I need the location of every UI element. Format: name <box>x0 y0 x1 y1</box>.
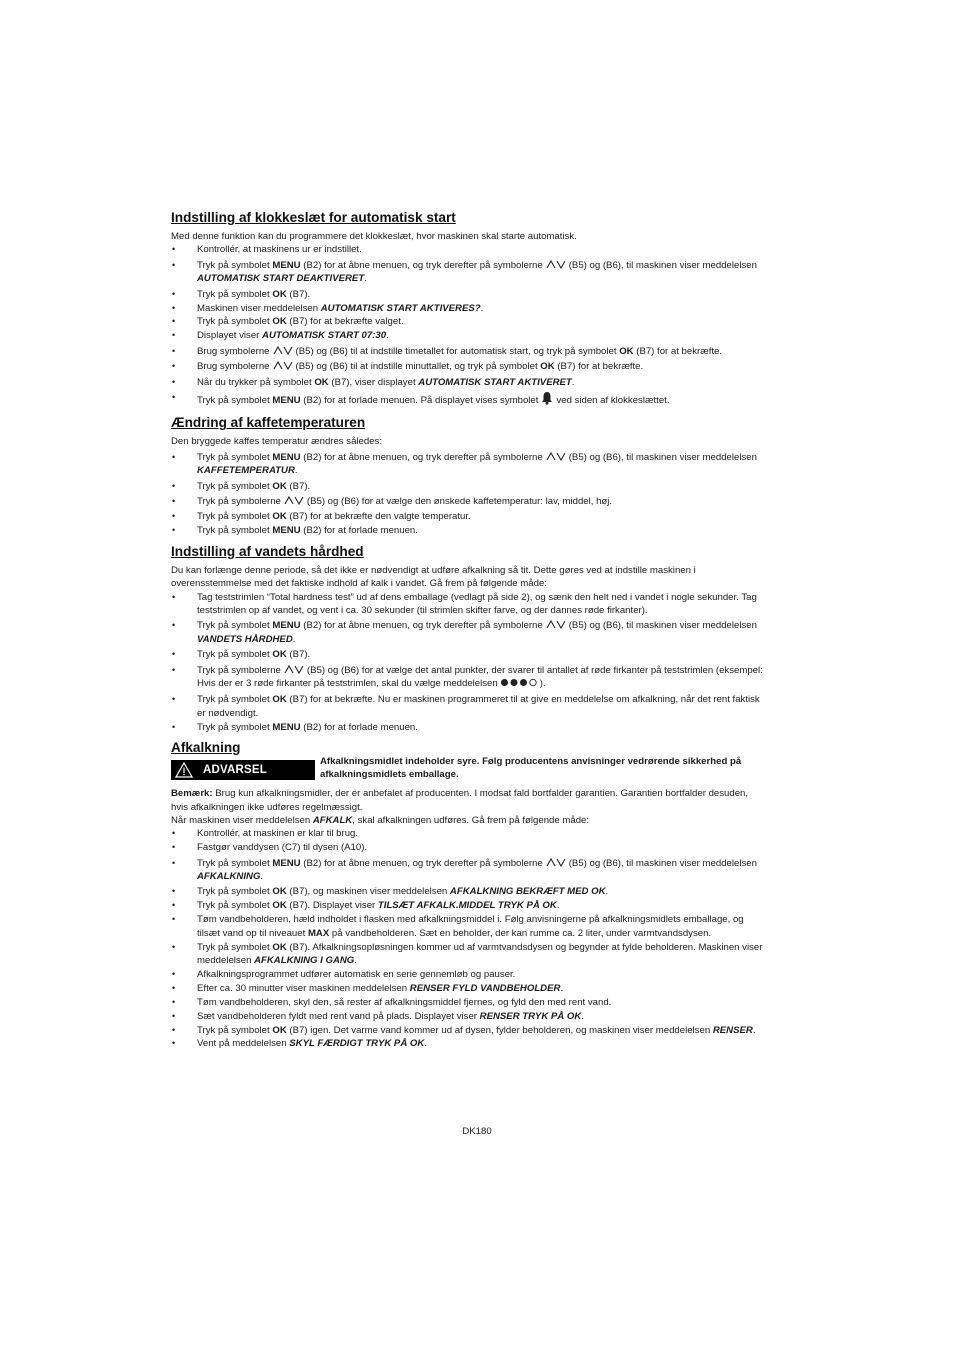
list-item: • Tryk på symbolet OK (B7) for at bekræfte den valgte temperatur. <box>171 510 767 523</box>
list-item: • Kontrollér, at maskinen er klar til brug. <box>171 827 767 840</box>
list-item: • Tryk på symbolet OK (B7). <box>171 648 767 661</box>
list-item: • Tryk på symbolet MENU (B2) for at forlade menuen. På displayet vises symbolet ved siden af klokkeslættet. <box>171 391 767 409</box>
section-title-descaling: Afkalkning <box>171 740 241 756</box>
page-number: DK180 <box>462 1126 492 1137</box>
list-item: • Tryk på symbolet MENU (B2) for at forlade menuen. <box>171 721 767 734</box>
hardness-dots-icon <box>500 678 538 691</box>
up-down-arrows-icon <box>273 361 293 370</box>
section-intro: Med denne funktion kan du programmere det klokkeslæt, hvor maskinen skal starte automatisk. <box>171 231 577 242</box>
section-title-water-hardness: Indstilling af vandets hårdhed <box>171 543 364 559</box>
list-item: • Brug symbolerne (B5) og (B6) til at indstille minuttallet, og tryk på symbolet OK (B7) for at bekræfte. <box>171 360 767 373</box>
warning-triangle-icon <box>175 762 193 778</box>
warning-block <box>171 756 767 781</box>
warning-text: Afkalkningsmidlet indeholder syre. Følg producentens anvisninger vedrørende sikkerhed på afkalkningsmidlets emballage. <box>320 756 742 781</box>
section-intro: Den bryggede kaffes temperatur ændres således: <box>171 436 383 448</box>
up-down-arrows-icon <box>546 260 566 269</box>
list-item: • Tag teststrimlen “Total hardness test” ud af dens emballage (vedlagt på side 2), og sænk den helt ned i vandet i nogle sekunder. Tag teststrimlen op af vandet, og vent i ca. 30 sekunder (til strimlen skifter farve, og der dannes røde firkanter). <box>171 591 767 618</box>
list-item: • Tryk på symbolet OK (B7). Displayet viser TILSÆT AFKALK.MIDDEL TRYK PÅ OK. <box>171 899 767 912</box>
list-item: • Displayet viser AUTOMATISK START 07:30. <box>171 329 767 342</box>
list-item: • Tryk på symbolet OK (B7), og maskinen viser meddelelsen AFKALKNING BEKRÆFT MED OK. <box>171 885 767 898</box>
list-item: • Tøm vandbeholderen, hæld indholdet i flasken med afkalkningsmiddel i. Følg anvisningerne på afkalkningsmidlets emballage, og tilsæt vand op til niveauet MAX på vandbeholderen. Sæt en beholder, der kan rumme ca. 2 liter, under varmtvandsdysen. <box>171 913 767 940</box>
instruction-list <box>171 827 767 1051</box>
list-item: • Maskinen viser meddelelsen AUTOMATISK START AKTIVERES?. <box>171 302 767 315</box>
list-item: • Tryk på symbolet OK (B7) igen. Det varme vand kommer ud af dysen, fylder beholderen, og maskinen viser meddelelsen RENSER. <box>171 1024 767 1037</box>
instruction-list <box>171 591 767 735</box>
list-item: • Tryk på symbolerne (B5) og (B6) for at vælge den ønskede kaffetemperatur: lav, middel, høj. <box>171 495 767 508</box>
section-title-coffee-temperature: Ændring af kaffetemperaturen <box>171 415 366 431</box>
section-intro: Du kan forlænge denne periode, så det ikke er nødvendigt at udføre afkalkning så tit. Dette gøres ved at indstille maskinen i overensstemmelse med det faktiske indhold af kalk i vandet. Gå frem på følgende måde: <box>171 564 696 590</box>
list-item: • Tryk på symbolet OK (B7) for at bekræfte valget. <box>171 315 767 328</box>
list-item: • Tryk på symbolet OK (B7). <box>171 480 767 493</box>
list-item: • Sæt vandbeholderen fyldt med rent vand på plads. Displayet viser RENSER TRYK PÅ OK. <box>171 1010 767 1023</box>
section-title-auto-start: Indstilling af klokkeslæt for automatisk start <box>171 210 456 225</box>
up-down-arrows-icon <box>284 496 304 505</box>
instruction-list <box>171 243 767 409</box>
list-item: • Tryk på symbolet OK (B7) for at bekræfte. Nu er maskinen programmeret til at give en meddelelse om afkalkning, når det rent faktisk er nødvendigt. <box>171 693 767 720</box>
warning-label: ADVARSEL <box>203 764 268 777</box>
section-intro: Når maskinen viser meddelelsen AFKALK, skal afkalkningen udføres. Gå frem på følgende måde: <box>171 814 590 826</box>
list-item: • Efter ca. 30 minutter viser maskinen meddelelsen RENSER FYLD VANDBEHOLDER. <box>171 982 767 995</box>
up-down-arrows-icon <box>284 665 304 674</box>
up-down-arrows-icon <box>546 858 566 867</box>
list-item: • Tryk på symbolet OK (B7). <box>171 288 767 301</box>
list-item: • Tryk på symbolet OK (B7). Afkalkningsopløsningen kommer ud af varmtvandsdysen og begynder at fylde beholderen. Maskinen viser meddelelsen AFKALKNING I GANG. <box>171 941 767 968</box>
list-item: • Afkalkningsprogrammet udfører automatisk en serie gennemløb og pauser. <box>171 968 767 981</box>
up-down-arrows-icon <box>546 452 566 461</box>
warning-label-box <box>171 760 315 780</box>
list-item: • Tryk på symbolet MENU (B2) for at åbne menuen, og tryk derefter på symbolerne (B5) og (B6), til maskinen viser meddelelsen VANDETS HÅRDHED. <box>171 619 767 646</box>
list-item: • Tryk på symbolet MENU (B2) for at åbne menuen, og tryk derefter på symbolerne (B5) og (B6), til maskinen viser meddelelsen AFKALKNING. <box>171 857 767 884</box>
list-item: • Brug symbolerne (B5) og (B6) til at indstille timetallet for automatisk start, og tryk på symbolet OK (B7) for at bekræfte. <box>171 345 767 358</box>
up-down-arrows-icon <box>273 346 293 355</box>
page-content <box>171 210 767 1051</box>
list-item: • Tryk på symbolet MENU (B2) for at åbne menuen, og tryk derefter på symbolerne (B5) og (B6), til maskinen viser meddelelsen AUTOMATISK START DEAKTIVERET. <box>171 259 767 286</box>
list-item: • Tryk på symbolerne (B5) og (B6) for at vælge det antal punkter, der svarer til antallet af røde firkanter på teststrimlen (eksempel: Hvis der er 3 røde firkanter på teststrimlen, skal du vælge meddelelsen ). <box>171 664 767 692</box>
list-item: • Når du trykker på symbolet OK (B7), viser displayet AUTOMATISK START AKTIVERET. <box>171 376 767 389</box>
instruction-list <box>171 451 767 538</box>
list-item: • Tryk på symbolet MENU (B2) for at forlade menuen. <box>171 524 767 537</box>
list-item: • Kontrollér, at maskinens ur er indstillet. <box>171 243 767 256</box>
list-item: • Tøm vandbeholderen, skyl den, så rester af afkalkningsmiddel fjernes, og fyld den med rent vand. <box>171 996 767 1009</box>
list-item: • Fastgør vanddysen (C7) til dysen (A10). <box>171 841 767 854</box>
bell-icon <box>541 391 553 409</box>
up-down-arrows-icon <box>546 620 566 629</box>
list-item: • Tryk på symbolet MENU (B2) for at åbne menuen, og tryk derefter på symbolerne (B5) og (B6), til maskinen viser meddelelsen KAFFETEMPERATUR. <box>171 451 767 478</box>
list-item: • Vent på meddelelsen SKYL FÆRDIGT TRYK PÅ OK. <box>171 1037 767 1050</box>
note-paragraph: Bemærk: Brug kun afkalkningsmidler, der er anbefalet af producenten. I modsat fald bortfalder garantien. Garantien bortfalder desuden, hvis afkalkningen ikke udføres regelmæssigt. <box>171 788 749 813</box>
